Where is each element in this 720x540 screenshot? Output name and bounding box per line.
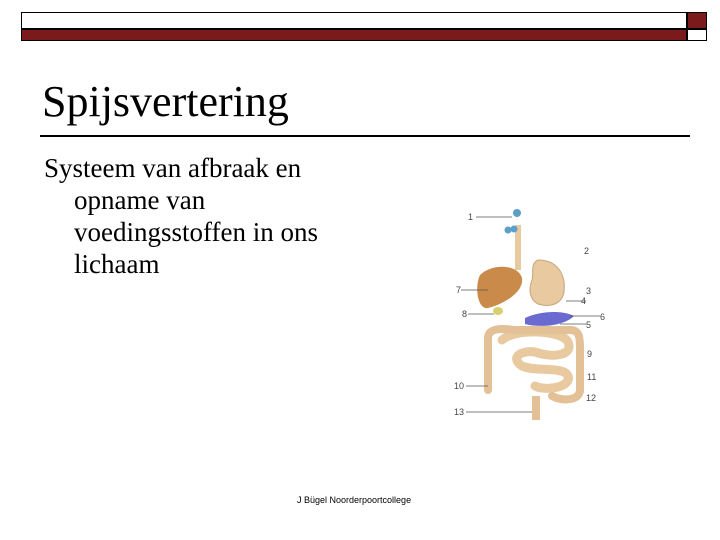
diagram-label: 2 (584, 246, 590, 256)
diagram-label: 6 (600, 312, 606, 322)
bullet-line-1: Systeem van afbraak en (44, 153, 302, 183)
top-decoration-bar (21, 12, 713, 42)
digestive-system-diagram (440, 200, 630, 425)
footer-credit: J Bügel Noorderpoortcollege (297, 495, 412, 505)
diagram-label: 13 (454, 407, 465, 417)
stomach-shape (530, 260, 564, 306)
decoration-stripe-top (21, 12, 687, 29)
diagram-label: 8 (462, 309, 468, 319)
diagram-label: 5 (586, 320, 592, 330)
liver-shape (477, 267, 522, 308)
bullet-text (44, 152, 374, 280)
small-intestine-shape (502, 332, 569, 388)
diagram-label: 4 (581, 296, 587, 306)
diagram-label: 10 (454, 381, 465, 391)
gallbladder-shape (493, 307, 503, 315)
diagram-label: 3 (586, 286, 592, 296)
diagram-label: 12 (586, 393, 597, 403)
salivary-gland-shape (505, 227, 512, 234)
diagram-label: 11 (587, 372, 597, 382)
salivary-gland-shape (513, 209, 521, 217)
diagram-label: 7 (456, 285, 462, 295)
bullet-line-rest: opname van voedingsstoffen in ons lichaam (74, 185, 318, 279)
salivary-gland-shape (511, 226, 518, 233)
diagram-label: 1 (468, 212, 474, 222)
decoration-square-white (687, 29, 707, 41)
slide-title: Spijsvertering (42, 77, 289, 126)
diagram-label: 9 (587, 349, 593, 359)
decoration-stripe-red (21, 29, 687, 41)
decoration-square-red (687, 12, 707, 29)
title-divider (40, 135, 690, 137)
